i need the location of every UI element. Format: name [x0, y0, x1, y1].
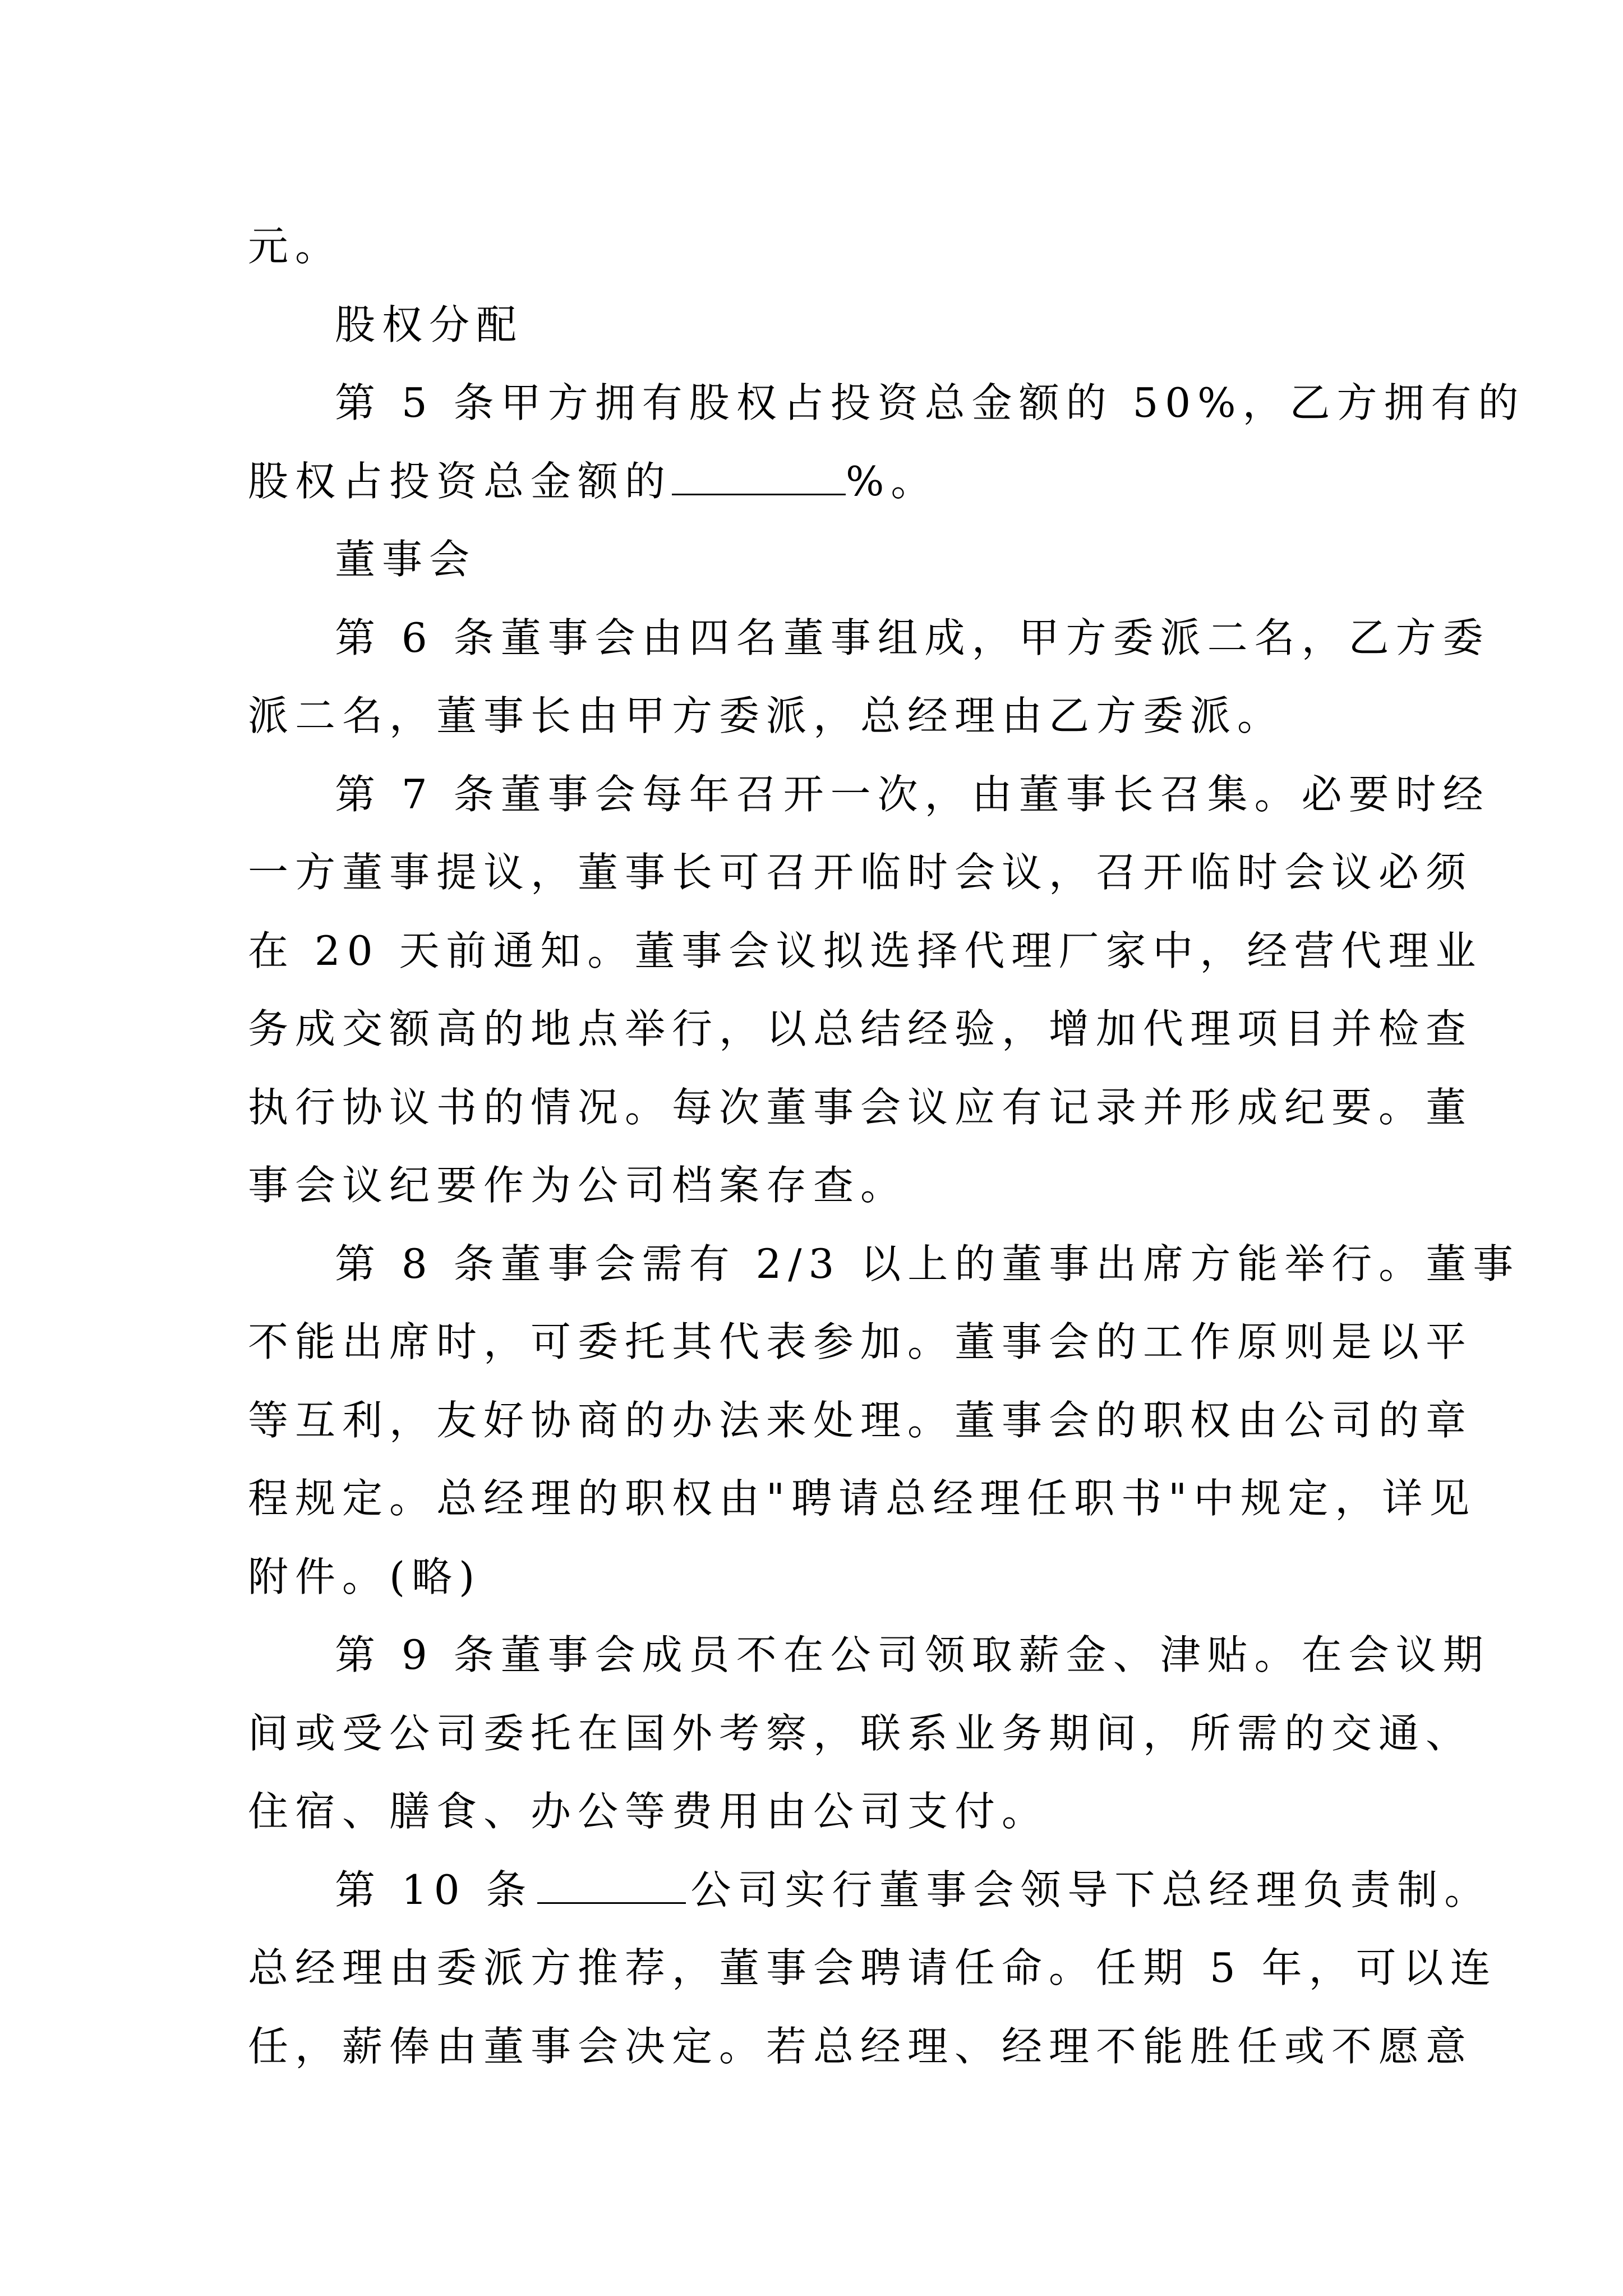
text-line: 一方董事提议，董事长可召开临时会议，召开临时会议必须: [248, 849, 1473, 896]
document-body: [248, 208, 1525, 2086]
text-line: 第 9 条董事会成员不在公司领取薪金、津贴。在会议期: [335, 1631, 1490, 1678]
text-line: 第 5 条甲方拥有股权占投资总金额的 50%，乙方拥有的: [335, 379, 1525, 426]
text-line: [248, 443, 1375, 521]
text-line: 第 7 条董事会每年召开一次，由董事长召集。必要时经: [335, 770, 1490, 818]
fill-in-blank: [672, 459, 846, 495]
text-line: 程规定。总经理的职权由"聘请总经理任职书"中规定，详见: [248, 1475, 1477, 1522]
section-heading-equity: 股权分配: [335, 301, 524, 348]
text-line: 住宿、膳食、办公等费用由公司支付。: [248, 1788, 1049, 1835]
text-line: 附件。(略): [248, 1553, 482, 1600]
text-line: 间或受公司委托在国外考察，联系业务期间，所需的交通、: [248, 1709, 1473, 1757]
text-line: 元。: [248, 223, 343, 270]
text-line: 执行协议书的情况。每次董事会议应有记录并形成纪要。董: [248, 1083, 1473, 1131]
text-line: 总经理由委派方推荐，董事会聘请任命。任期 5 年，可以连: [248, 1944, 1497, 1991]
text-line: 第 6 条董事会由四名董事组成，甲方委派二名，乙方委: [335, 614, 1490, 661]
text-line: 事会议纪要作为公司档案存查。: [248, 1162, 908, 1209]
text-line: 等互利，友好协商的办法来处理。董事会的职权由公司的章: [248, 1396, 1473, 1444]
fill-in-blank: [537, 1867, 686, 1904]
text-segment: 第 10 条: [335, 1866, 533, 1913]
text-line: 务成交额高的地点举行，以总结经验，增加代理项目并检查: [248, 1005, 1473, 1052]
text-line: 派二名，董事长由甲方委派，总经理由乙方委派。: [248, 692, 1285, 739]
text-segment: %。: [846, 457, 938, 505]
text-line: 在 20 天前通知。董事会议拟选择代理厂家中，经营代理业: [248, 927, 1483, 974]
text-line: 任，薪俸由董事会决定。若总经理、经理不能胜任或不愿意: [248, 2022, 1473, 2070]
text-line: 不能出席时，可委托其代表参加。董事会的工作原则是以平: [248, 1318, 1473, 1365]
text-line: [248, 1851, 1492, 1930]
text-segment: 公司实行董事会领导下总经理负责制。: [690, 1866, 1492, 1913]
section-heading-board: 董事会: [335, 536, 477, 583]
text-segment: 股权占投资总金额的: [248, 457, 672, 505]
text-line: 第 8 条董事会需有 2/3 以上的董事出席方能举行。董事: [335, 1240, 1520, 1287]
